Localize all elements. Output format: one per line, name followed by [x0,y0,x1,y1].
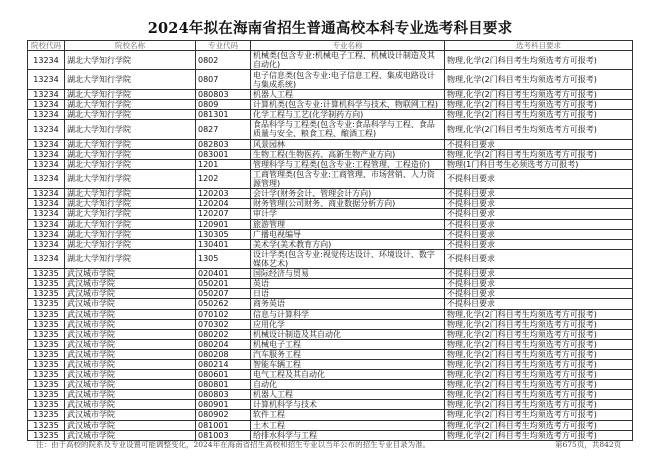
school-code-cell: 13235 [28,370,65,380]
school-code-cell: 13235 [28,430,65,440]
major-code-cell: 083001 [196,149,251,159]
school-name-cell: 武汉城市学院 [65,289,196,299]
school-code-cell: 13235 [28,360,65,370]
school-name-cell: 湖北大学知行学院 [65,229,196,239]
table-row [28,349,633,359]
table-row [28,390,633,400]
requirement-cell: 物理,化学(2门科目考生均须选考方可报考) [445,309,633,319]
table-row [28,249,633,268]
school-code-cell: 13235 [28,339,65,349]
major-code-cell: 081301 [196,110,251,120]
requirement-cell: 物理,化学(2门科目考生均须选考方可报考) [445,329,633,339]
table-row [28,110,633,120]
major-name-cell: 会计学(财务会计、管理会计方向) [251,189,445,199]
school-name-cell: 湖北大学知行学院 [65,89,196,99]
major-name-cell: 审计学 [251,209,445,219]
major-name-cell: 机器人工程 [251,89,445,99]
major-name-cell: 工商管理类(包含专业:工商管理、市场营销、人力资源管理) [251,169,445,188]
school-code-cell: 13234 [28,229,65,239]
requirement-cell: 不提科目要求 [445,199,633,209]
table-row [28,400,633,410]
table-row [28,289,633,299]
major-name-cell: 应用化学 [251,319,445,329]
table-header-row [28,41,633,51]
major-code-cell: 1201 [196,159,251,169]
major-name-cell: 财务管理(公司财务、商业数据分析方向) [251,199,445,209]
requirement-cell: 物理,化学(2门科目考生均须选考方可报考) [445,370,633,380]
major-code-cell: 050262 [196,299,251,309]
major-code-cell: 0802 [196,51,251,70]
major-code-cell: 081001 [196,420,251,430]
major-name-cell: 英语 [251,279,445,289]
major-name-cell: 日语 [251,289,445,299]
requirement-cell: 物理,化学(2门科目考生均须选考方可报考) [445,99,633,109]
table-row [28,149,633,159]
major-code-cell: 0809 [196,99,251,109]
table-row [28,410,633,420]
school-code-cell: 13234 [28,209,65,219]
major-code-cell: 080208 [196,349,251,359]
school-code-cell: 13234 [28,110,65,120]
page-title: 2024年拟在海南省招生普通高校本科专业选考科目要求 [147,20,513,37]
requirement-cell: 物理,化学(2门科目考生均须选考方可报考) [445,149,633,159]
table-row [28,169,633,188]
school-code-cell: 13235 [28,400,65,410]
requirement-cell: 物理,化学(2门科目考生均须选考方可报考) [445,120,633,139]
major-name-cell: 自动化 [251,380,445,390]
table-row [28,139,633,149]
school-name-cell: 武汉城市学院 [65,430,196,440]
school-code-cell: 13234 [28,249,65,268]
school-code-cell: 13234 [28,120,65,139]
table-row [28,360,633,370]
school-name-cell: 武汉城市学院 [65,309,196,319]
major-code-cell: 080801 [196,380,251,390]
school-code-cell: 13234 [28,89,65,99]
school-code-cell: 13235 [28,380,65,390]
school-name-cell: 湖北大学知行学院 [65,139,196,149]
requirement-cell: 不提科目要求 [445,299,633,309]
school-code-cell: 13235 [28,390,65,400]
table-row [28,279,633,289]
requirement-cell: 物理,化学(2门科目考生均须选考方可报考) [445,89,633,99]
requirement-cell: 物理,化学(2门科目考生均须选考方可报考) [445,339,633,349]
school-name-cell: 武汉城市学院 [65,360,196,370]
requirement-cell: 物理,化学(2门科目考生均须选考方可报考) [445,349,633,359]
requirement-cell: 物理,化学(2门科目考生均须选考方可报考) [445,380,633,390]
school-code-cell: 13235 [28,420,65,430]
school-name-cell: 湖北大学知行学院 [65,149,196,159]
requirement-cell: 物理,化学(2门科目考生均须选考方可报考) [445,430,633,440]
school-name-cell: 武汉城市学院 [65,329,196,339]
table-row [28,329,633,339]
school-code-cell: 13234 [28,219,65,229]
school-name-cell: 湖北大学知行学院 [65,169,196,188]
major-name-cell: 机器人工程 [251,390,445,400]
requirement-cell: 不提科目要求 [445,139,633,149]
school-code-cell: 13235 [28,299,65,309]
header-school-code: 院校代码 [28,41,65,51]
school-code-cell: 13235 [28,319,65,329]
school-name-cell: 武汉城市学院 [65,390,196,400]
requirement-cell: 物理,化学(2门科目考生均须选考方可报考) [445,319,633,329]
major-code-cell: 0827 [196,120,251,139]
school-name-cell: 武汉城市学院 [65,279,196,289]
major-name-cell: 机械类(包含专业:机械电子工程、机械设计制造及其自动化) [251,51,445,70]
table-row [28,319,633,329]
table-row [28,89,633,99]
school-code-cell: 13235 [28,309,65,319]
major-code-cell: 082803 [196,139,251,149]
major-code-cell: 120901 [196,219,251,229]
table-row [28,380,633,390]
major-code-cell: 130401 [196,239,251,249]
major-name-cell: 信息与计算科学 [251,309,445,319]
requirement-cell: 物理,化学(2门科目考生均须选考方可报考) [445,410,633,420]
major-code-cell: 020401 [196,269,251,279]
school-code-cell: 13235 [28,349,65,359]
school-name-cell: 湖北大学知行学院 [65,199,196,209]
table-row [28,229,633,239]
major-name-cell: 计算机类(包含专业:计算机科学与技术、物联网工程) [251,99,445,109]
school-code-cell: 13235 [28,279,65,289]
school-name-cell: 武汉城市学院 [65,370,196,380]
requirement-cell: 不提科目要求 [445,289,633,299]
major-code-cell: 080214 [196,360,251,370]
school-code-cell: 13234 [28,239,65,249]
table-row [28,299,633,309]
major-name-cell: 食品科学与工程类(包含专业:食品科学与工程、食品质量与安全、粮食工程、酿酒工程) [251,120,445,139]
school-code-cell: 13235 [28,269,65,279]
requirement-cell: 不提科目要求 [445,209,633,219]
school-code-cell: 13234 [28,169,65,188]
table-row [28,219,633,229]
major-name-cell: 土木工程 [251,420,445,430]
school-code-cell: 13235 [28,289,65,299]
major-code-cell: 120204 [196,199,251,209]
major-code-cell: 080803 [196,89,251,99]
major-name-cell: 广播电视编导 [251,229,445,239]
major-name-cell: 汽车服务工程 [251,349,445,359]
major-name-cell: 电气工程及其自动化 [251,370,445,380]
requirement-cell: 不提科目要求 [445,219,633,229]
school-code-cell: 13235 [28,329,65,339]
table-row [28,309,633,319]
table-row [28,51,633,70]
requirement-cell: 物理,化学(2门科目考生均须选考方可报考) [445,390,633,400]
footer-note: 注：由于高校的院系及专业设置可能调整变化，2024年在海南省招生高校和招生专业以当年公布的招生专业目录为准。 [36,440,431,449]
requirement-cell: 不提科目要求 [445,249,633,268]
school-name-cell: 湖北大学知行学院 [65,189,196,199]
table-row [28,239,633,249]
school-name-cell: 武汉城市学院 [65,410,196,420]
school-name-cell: 武汉城市学院 [65,420,196,430]
school-code-cell: 13234 [28,199,65,209]
school-code-cell: 13235 [28,410,65,420]
major-name-cell: 机械设计制造及其自动化 [251,329,445,339]
table-row [28,99,633,109]
school-name-cell: 湖北大学知行学院 [65,239,196,249]
table-row [28,70,633,89]
table-row [28,189,633,199]
table-row [28,199,633,209]
table-row [28,339,633,349]
table-row [28,269,633,279]
major-name-cell: 商务英语 [251,299,445,309]
major-name-cell: 管理科学与工程类(包含专业:工程管理、工程造价) [251,159,445,169]
major-name-cell: 机械电子工程 [251,339,445,349]
major-code-cell: 080204 [196,339,251,349]
major-name-cell: 智能车辆工程 [251,360,445,370]
major-code-cell: 1202 [196,169,251,188]
school-name-cell: 湖北大学知行学院 [65,110,196,120]
header-requirement: 选考科目要求 [445,41,633,51]
major-name-cell: 电子信息类(包含专业:电子信息工程、集成电路设计与集成系统) [251,70,445,89]
major-code-cell: 080901 [196,400,251,410]
school-code-cell: 13234 [28,159,65,169]
school-code-cell: 13234 [28,149,65,159]
major-code-cell: 080601 [196,370,251,380]
requirement-cell: 物理,化学(2门科目考生均须选考方可报考) [445,51,633,70]
header-major-name: 专业名称 [251,41,445,51]
major-code-cell: 120203 [196,189,251,199]
school-name-cell: 湖北大学知行学院 [65,209,196,219]
major-code-cell: 070102 [196,309,251,319]
major-name-cell: 美术学(美术教育方向) [251,239,445,249]
requirement-cell: 不提科目要求 [445,169,633,188]
school-code-cell: 13234 [28,51,65,70]
school-code-cell: 13234 [28,139,65,149]
school-name-cell: 武汉城市学院 [65,319,196,329]
school-name-cell: 武汉城市学院 [65,380,196,390]
requirements-table [27,40,633,441]
school-name-cell: 湖北大学知行学院 [65,120,196,139]
school-name-cell: 湖北大学知行学院 [65,159,196,169]
major-code-cell: 050201 [196,279,251,289]
school-code-cell: 13234 [28,70,65,89]
major-code-cell: 081003 [196,430,251,440]
requirement-cell: 物理,化学(2门科目考生均须选考方可报考) [445,400,633,410]
school-name-cell: 湖北大学知行学院 [65,99,196,109]
major-code-cell: 120207 [196,209,251,219]
major-name-cell: 设计学类(包含专业:视觉传达设计、环境设计、数字媒体艺术) [251,249,445,268]
requirement-cell: 物理,化学(2门科目考生均须选考方可报考) [445,360,633,370]
table-row [28,420,633,430]
school-name-cell: 湖北大学知行学院 [65,219,196,229]
school-name-cell: 湖北大学知行学院 [65,249,196,268]
table-body [28,51,633,441]
major-name-cell: 化学工程与工艺(化学制药方向) [251,110,445,120]
requirement-cell: 物理,化学(2门科目考生均须选考方可报考) [445,420,633,430]
requirement-cell: 物理,化学(2门科目考生均须选考方可报考) [445,70,633,89]
school-name-cell: 湖北大学知行学院 [65,51,196,70]
page-number: 第675页，共842页 [555,440,622,449]
requirement-cell: 不提科目要求 [445,269,633,279]
major-name-cell: 国际经济与贸易 [251,269,445,279]
table-row [28,209,633,219]
school-name-cell: 武汉城市学院 [65,299,196,309]
major-code-cell: 080803 [196,390,251,400]
major-name-cell: 风景园林 [251,139,445,149]
major-code-cell: 050207 [196,289,251,299]
school-code-cell: 13234 [28,189,65,199]
major-code-cell: 130305 [196,229,251,239]
major-name-cell: 旅游管理 [251,219,445,229]
school-name-cell: 湖北大学知行学院 [65,70,196,89]
school-name-cell: 武汉城市学院 [65,400,196,410]
school-name-cell: 武汉城市学院 [65,349,196,359]
school-code-cell: 13234 [28,99,65,109]
requirement-cell: 不提科目要求 [445,189,633,199]
requirement-cell: 不提科目要求 [445,239,633,249]
major-code-cell: 1305 [196,249,251,268]
major-name-cell: 生物工程(生物医药、高新生物产业方向) [251,149,445,159]
header-school-name: 院校名称 [65,41,196,51]
requirement-cell: 不提科目要求 [445,279,633,289]
major-name-cell: 计算机科学与技术 [251,400,445,410]
requirement-cell: 物理,化学(2门科目考生均须选考方可报考) [445,110,633,120]
requirement-cell: 物理(1门科目考生必须选考方可报考) [445,159,633,169]
table-row [28,159,633,169]
major-code-cell: 080902 [196,410,251,420]
table-row [28,370,633,380]
requirement-cell: 不提科目要求 [445,229,633,239]
major-name-cell: 软件工程 [251,410,445,420]
major-code-cell: 0807 [196,70,251,89]
major-code-cell: 070302 [196,319,251,329]
school-name-cell: 武汉城市学院 [65,269,196,279]
header-major-code: 专业代码 [196,41,251,51]
major-name-cell: 给排水科学与工程 [251,430,445,440]
table-row [28,120,633,139]
school-name-cell: 武汉城市学院 [65,339,196,349]
major-code-cell: 080202 [196,329,251,339]
